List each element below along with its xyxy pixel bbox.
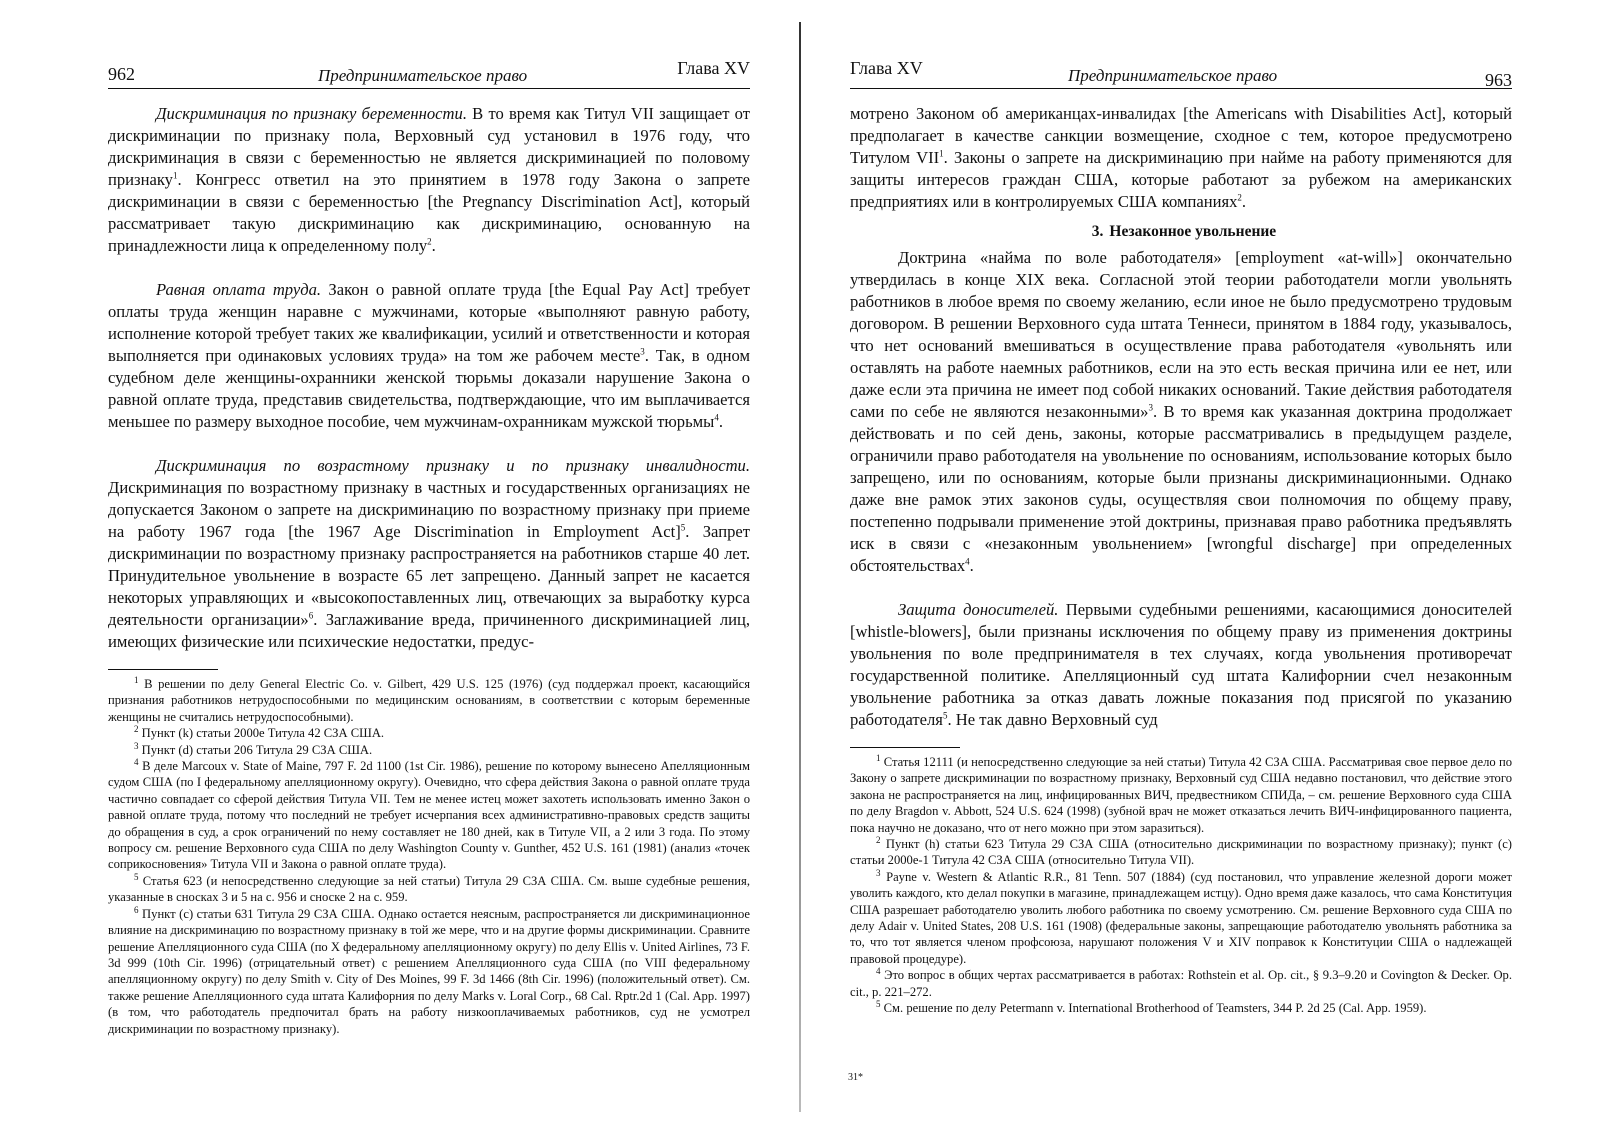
footnote: $^3$ Payne v. Western & Atlantic R.R., 81 Tenn. 507 (1884) (суд постановил, что управление железной дороги может уволить каждого, кто делал покупки в магазине, принадлежащем истцу). Одно время даже казалось, что сама Конституция США разрешает работодателю уволить любого работника по своему усмотрению. См. решение Верховного суда США по делу Adair v. United States, 208 U.S. 161 (1908) (федеральные законы, запрещающие работодателю увольнять работника за то, что тот является членом профсоюза, нарушают положения V и XIV поправок к Конституции США о надлежащей правовой процедуре). [850,867,1513,966]
footnote: $^5$ См. решение по делу Petermann v. International Brotherhood of Teamsters, 344 P. 2d 25 (Cal. App. 1959). [876,998,1427,1016]
footnote-ref: 1 [172,170,178,181]
paragraph-lead: Защита доносителей. [898,600,1059,619]
footnote-ref: 1 [939,148,944,159]
running-header [850,58,1512,89]
footnote: $^2$ Пункт (h) статьи 623 Титула 29 СЗА США (относительно дискриминации по возрастному признаку); пункт (c) статьи 2000e-1 Титула 42 СЗА США (относительно Титула VII). [850,834,1513,868]
right-page [800,0,1600,1131]
footnote: $^2$ Пункт (k) статьи 2000e Титула 42 СЗА США. [134,724,385,741]
footnote-ref: 2 [427,236,432,247]
footnote: $^6$ Пункт (c) статьи 631 Титула 29 СЗА США. Однако остается неясным, распространяется ли дискриминационное влияние на дискриминацию по возрастному признаку в той же мере, что и на другие формы дискриминации. Сравните решение Апелляционного суда США (по X федеральному апелляционному округу) по делу Ellis v. United Airlines, 73 F. 3d 999 (10th Cir. 1996) (отрицательный ответ) с решением Апелляционного суда США (по VIII федеральному апелляционному округу) по делу Smith v. City of Des Moines, 99 F. 3d 1466 (8th Cir. 1996) (положительный ответ). См. также решение Апелляционного суда штата Калифорния по делу Marks v. Loral Corp., 68 Cal. Rptr.2d 1 (Cal. App. 1997) (в том, что работодатель предпочитал брать на работу низкооплачиваемых работников, суд не усмотрел дискриминации по возрастному признаку). [108,904,751,1036]
footnote-separator [850,747,960,748]
footnote-ref: 2 [1237,192,1242,203]
footnotes [850,754,1512,1017]
footnote-ref: 6 [308,610,314,621]
section-number: 3. [1091,223,1104,240]
paragraph: мотрено Законом об американцах-инвалидах [the Americans with Disabilities Act], который предполагает в качестве санкции возмещение, сходное с тем, которое предусмотрено Титулом VII$^1$. Законы о запрете на дискриминацию при найме на работу применяются для защиты интересов граждан США, которые работают за рубежом на американских предприятиях или в контролируемых США компаниях$^2$. [850,104,1512,211]
body-text [108,103,750,653]
paragraph-lead: Дискриминация по возрастному признаку и по признаку инвалидности. [156,456,750,475]
footnote-separator [108,669,218,670]
body-text [850,103,1512,731]
paragraph: Равная оплата труда. Закон о равной оплате труда [the Equal Pay Act] требует оплаты труда женщин наравне с мужчинами, которые «выполняют равную работу, исполнение которой требует таких же квалификации, усилий и ответственности и которая выполняется при одинаковых условиях труда» на том же рабочем месте$^3$. Так, в одном судебном деле женщины-охранники женской тюрьмы доказали нарушение Закона о равной оплате труда, представив свидетельства, подтверждающие, что им выплачивается меньшее по размеру выходное пособие, чем мужчинам-охранникам мужской тюрьмы$^4$. [108,280,751,431]
chapter-label: Глава XV [850,58,923,78]
footnote: $^4$ В деле Marcoux v. State of Maine, 797 F. 2d 1100 (1st Cir. 1986), решение по которому вынесено Апелляционным судом США (по I федеральному апелляционному округу). Очевидно, что сфера действия Закона о равной оплате труда частично совпадает со сферой действия Титула VII. Тем не менее истец может захотеть использовать именно Закон о равной оплате труда, потому что последний не требует исчерпания всех административно-правовых средств защиты до обращения в суд, а срок ограничений по нему составляет не 180 дней, как в Титуле VII, а 2 или 3 года. По этому вопросу см. решение Верховного суда США по делу Washington County v. Gunther, 452 U.S. 161 (1981) (анализ «точек соприкосновения» Титула VII и Закона о равной оплате труда). [108,756,750,872]
footnote: $^5$ Статья 623 (и непосредственно следующие за ней статьи) Титула 29 СЗА США. См. выше судебные решения, указанные в сносках 3 и 5 на с. 956 и сноске 2 на с. 959. [108,871,750,905]
footnote-ref: 3 [1148,402,1153,413]
footnote: $^4$ Это вопрос в общих чертах рассматривается в работах: Rothstein et al. Op. cit., § 9.3–9.20 и Covington & Decker. Op. cit., p. 221–272. [850,966,1512,999]
footnote-ref: 4 [965,556,970,567]
printer-signature-mark: 31* [848,1072,863,1083]
section-heading [850,221,1512,243]
paragraph: Дискриминация по признаку беременности. В то время как Титул VII защищает от дискриминации по признаку пола, Верховный суд установил в 1976 году, что дискриминация в связи с беременностью не является дискриминацией по половому признаку$^1$. Конгресс ответил на это принятием в 1978 году Закона о запрете дискриминации в связи с беременностью [the Pregnancy Discrimination Act], который рассматривает такую дискриминацию как дискриминацию, основанную на принадлежности лица к определенному полу$^2$. [108,104,751,255]
paragraph-lead: Равная оплата труда. [156,280,322,299]
footnote: $^3$ Пункт (d) статьи 206 Титула 29 СЗА США. [134,740,373,757]
running-title: Предпринимательское право [318,66,528,85]
footnote-ref: 4 [714,412,719,423]
paragraph-lead: Дискриминация по признаку беременности. [156,104,467,123]
running-header [108,58,750,89]
section-title: Незаконное увольнение [1109,223,1277,240]
footnote-ref: 5 [942,710,948,721]
page-number: 963 [1485,70,1512,90]
paragraph: Защита доносителей. Первыми судебными решениями, касающимися доносителей [whistle-blowers], были признаны исключения по общему праву из применения доктрины увольнения по воле предпринимателя в тех случаях, когда увольнения противоречат государственной политике. Апелляционный суд штата Калифорнии счел незаконным увольнение работника за отказ давать ложные показания под присягой по указанию работодателя$^5$. Не так давно Верховный суд [850,600,1512,729]
footnote-ref: 5 [680,522,686,533]
chapter-label: Глава XV [677,58,750,78]
page-number: 962 [108,64,135,84]
running-title: Предпринимательское право [1068,66,1278,85]
footnote: $^1$ В решении по делу General Electric Co. v. Gilbert, 429 U.S. 125 (1976) (суд поддержал проект, касающийся признания работников нетрудоспособными по медицинским основаниям, в соответствии с которым беременные женщины не считались нетрудоспособными). [108,674,750,724]
footnote: $^1$ Статья 12111 (и непосредственно следующие за ней статьи) Титула 42 СЗА США. Рассматривая свое первое дело по Закону о запрете дискриминации по возрастному признаку, Верховный суд США недавно постановил, что действие этого закона не распространяется на лиц, инфицированных ВИЧ, предвестником СПИДа, – см. решение Верховного суда США по делу Bragdon v. Abbott, 524 U.S. 624 (1998) (зубной врач не может отказаться лечить ВИЧ-инфицированного пациента, пока научно не доказано, что от него можно при этом заразиться). [850,752,1512,835]
footnote-ref: 3 [640,346,645,357]
footnotes [108,676,750,1037]
paragraph: Доктрина «найма по воле работодателя» [employment «at-will»] окончательно утвердилась в конце XIX века. Согласной этой теории работодатели могли увольнять работников в любое время по своему желанию, если иное не было предусмотрено трудовым договором. В решении Верховного суда штата Теннеси, принятом в 1884 году, указывалось, что нет оснований вмешиваться в осуществление права работодателя «увольнять или оставлять на работе наемных работников, если на это есть веская причина или ее нет, или даже если эта причина не имеет под собой никаких оснований. Такие действия работодателя сами по себе не являются незаконными»$^3$. В то время как указанная доктрина продолжает действовать и по сей день, законы, которые рассматривались в предыдущем разделе, ограничили право работодателя на увольнение по основаниям, использование которых было запрещено, или по основаниям, которые были признаны дискриминационными. Однако даже вне рамок этих законов суды, осуществляя свои полномочия по общему праву, постепенно подрывали применение этой доктрины, признавая право работника предъявлять иск в связи с «незаконным увольнением» [wrongful discharge] при определенных обстоятельствах$^4$. [850,248,1512,575]
paragraph: Дискриминация по возрастному признаку и по признаку инвалидности. Дискриминация по возрастному признаку в частных и государственных организациях не допускается Законом о запрете на дискриминацию по возрастному признаку при приеме на работу 1967 года [the 1967 Age Discrimination in Employment Act]$^5$. Запрет дискриминации по возрастному признаку распространяется на работников старше 40 лет. Принудительное увольнение в возрасте 65 лет запрещено. Данный запрет не касается некоторых управляющих и «высокопоставленных лиц, отвечающих за выработку курса деятельности организации»$^6$. Заглаживание вреда, причиненного дискриминацией лиц, имеющих физические или психические недостатки, предус- [108,456,751,651]
